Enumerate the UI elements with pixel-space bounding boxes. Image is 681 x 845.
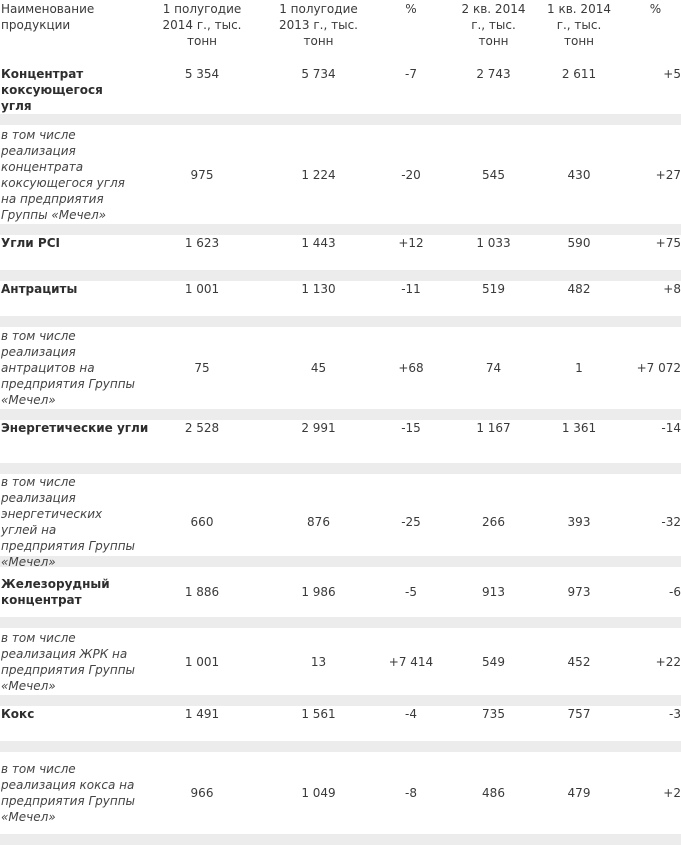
cell-h1-2013: 2 991 (301, 421, 336, 435)
cell-h1-2013: 876 (307, 515, 330, 529)
cell-q2-2014: 1 033 (476, 236, 511, 250)
cell-q1-2014: 757 (567, 707, 591, 721)
cell-percent-2: +22 (655, 654, 681, 669)
cell-percent-1: -4 (405, 707, 417, 721)
cell-h1-2014: 966 (190, 786, 214, 800)
row-divider (0, 316, 681, 327)
cell-q2-2014: 1 167 (476, 421, 511, 435)
cell-percent-2: +75 (655, 236, 681, 250)
cell-h1-2014: 1 001 (184, 654, 220, 669)
row-name: в том числе реализация концентрата коксующегося угля на предприятия Группы «Мечел» (1, 127, 125, 222)
table-row (0, 235, 681, 270)
table-row (0, 752, 681, 834)
cell-q1-2014: 479 (567, 786, 591, 800)
cell-percent-2: -6 (669, 585, 681, 599)
row-name: Угли PCI (1, 236, 60, 250)
row-name: Концентрат коксующегося угля (1, 67, 103, 113)
cell-percent-1: -25 (401, 515, 421, 529)
table-row (0, 281, 681, 316)
cell-q2-2014: 519 (482, 282, 505, 296)
cell-q1-2014: 430 (567, 167, 591, 182)
row-divider (0, 834, 681, 845)
row-name: в том числе реализация энергетических углей на предприятия Группы «Мечел» (1, 475, 136, 569)
cell-q2-2014: 2 743 (476, 67, 511, 81)
cell-h1-2014: 660 (190, 515, 214, 529)
cell-q1-2014: 973 (567, 585, 591, 599)
cell-percent-1: -7 (405, 67, 417, 81)
header-percent-2: % (649, 2, 662, 16)
cell-q2-2014: 735 (482, 707, 505, 721)
cell-q2-2014: 913 (482, 585, 505, 599)
header-percent-1: % (405, 2, 417, 16)
cell-percent-2: -3 (669, 707, 681, 721)
cell-h1-2014: 1 623 (184, 236, 220, 250)
cell-h1-2014: 75 (194, 361, 210, 375)
cell-h1-2013: 1 443 (301, 236, 336, 250)
row-divider (0, 463, 681, 474)
table-row (0, 474, 681, 569)
row-name: Антрациты (1, 282, 78, 296)
cell-percent-1: -8 (405, 786, 417, 800)
cell-percent-1: -11 (401, 282, 421, 296)
cell-h1-2013: 1 049 (301, 786, 336, 800)
row-divider (0, 409, 681, 420)
cell-q2-2014: 74 (485, 361, 502, 375)
row-name: Энергетические угли (1, 421, 149, 435)
cell-percent-2: +8 (663, 282, 681, 296)
cell-h1-2013: 13 (310, 654, 327, 669)
row-name: Кокс (1, 707, 35, 721)
cell-q1-2014: 452 (567, 654, 591, 669)
cell-percent-2: +2 (663, 786, 681, 800)
row-divider (0, 270, 681, 281)
cell-percent-2: +27 (655, 167, 681, 182)
cell-percent-1: +7 414 (388, 654, 434, 669)
cell-h1-2013: 45 (310, 361, 327, 375)
cell-q1-2014: 1 (575, 361, 583, 375)
cell-h1-2013: 1 224 (301, 167, 336, 182)
row-name: в том числе реализация антрацитов на предприятия Группы «Мечел» (1, 329, 136, 407)
header-h1-2014: 1 полугодие 2014 г., тыс. тонн (162, 2, 242, 48)
cell-h1-2013: 5 734 (301, 67, 336, 81)
cell-percent-1: -15 (401, 421, 421, 435)
header-name: Наименование продукции (1, 2, 95, 32)
cell-q2-2014: 486 (482, 786, 505, 800)
row-divider (0, 741, 681, 752)
cell-percent-2: -32 (661, 515, 681, 529)
cell-percent-1: +12 (398, 236, 424, 250)
cell-percent-2: -14 (661, 421, 681, 435)
header-h1-2013: 1 полугодие 2013 г., тыс. тонн (279, 2, 358, 48)
row-divider (0, 617, 681, 628)
cell-h1-2013: 1 561 (301, 707, 336, 721)
cell-percent-2: +7 072 (636, 361, 681, 375)
row-name: в том числе реализация ЖРК на предприятия Группы «Мечел» (1, 630, 136, 693)
table-row (0, 706, 681, 741)
cell-h1-2014: 1 886 (184, 585, 220, 599)
header-q2-2014: 2 кв. 2014 г., тыс. тонн (461, 2, 526, 48)
table-row (0, 125, 681, 224)
cell-q2-2014: 266 (482, 515, 505, 529)
table-header (0, 0, 681, 64)
cell-h1-2014: 5 354 (184, 67, 220, 81)
cell-q2-2014: 549 (482, 654, 505, 669)
cell-percent-1: -20 (401, 167, 421, 182)
table-row (0, 628, 681, 695)
row-name: Железорудный концентрат (1, 577, 110, 607)
cell-q1-2014: 393 (567, 515, 591, 529)
cell-h1-2014: 2 528 (184, 421, 220, 435)
cell-h1-2014: 1 001 (184, 282, 220, 296)
row-divider (0, 114, 681, 125)
table-row (0, 327, 681, 409)
table-row (0, 567, 681, 617)
cell-q1-2014: 590 (567, 236, 591, 250)
row-divider (0, 695, 681, 706)
cell-percent-2: +5 (663, 67, 681, 81)
cell-h1-2014: 975 (190, 167, 214, 182)
table-row (0, 66, 681, 114)
table-row (0, 420, 681, 463)
header-q1-2014: 1 кв. 2014 г., тыс. тонн (547, 2, 611, 48)
cell-q1-2014: 2 611 (561, 67, 597, 81)
cell-h1-2013: 1 130 (301, 282, 336, 296)
cell-percent-1: +68 (398, 361, 424, 375)
cell-percent-1: -5 (405, 585, 417, 599)
row-name: в том числе реализация кокса на предприятия Группы «Мечел» (1, 762, 136, 824)
cell-q1-2014: 1 361 (561, 421, 597, 435)
row-divider (0, 224, 681, 235)
cell-q1-2014: 482 (567, 282, 591, 296)
cell-h1-2013: 1 986 (301, 585, 336, 599)
cell-h1-2014: 1 491 (184, 707, 220, 721)
cell-q2-2014: 545 (482, 167, 505, 182)
